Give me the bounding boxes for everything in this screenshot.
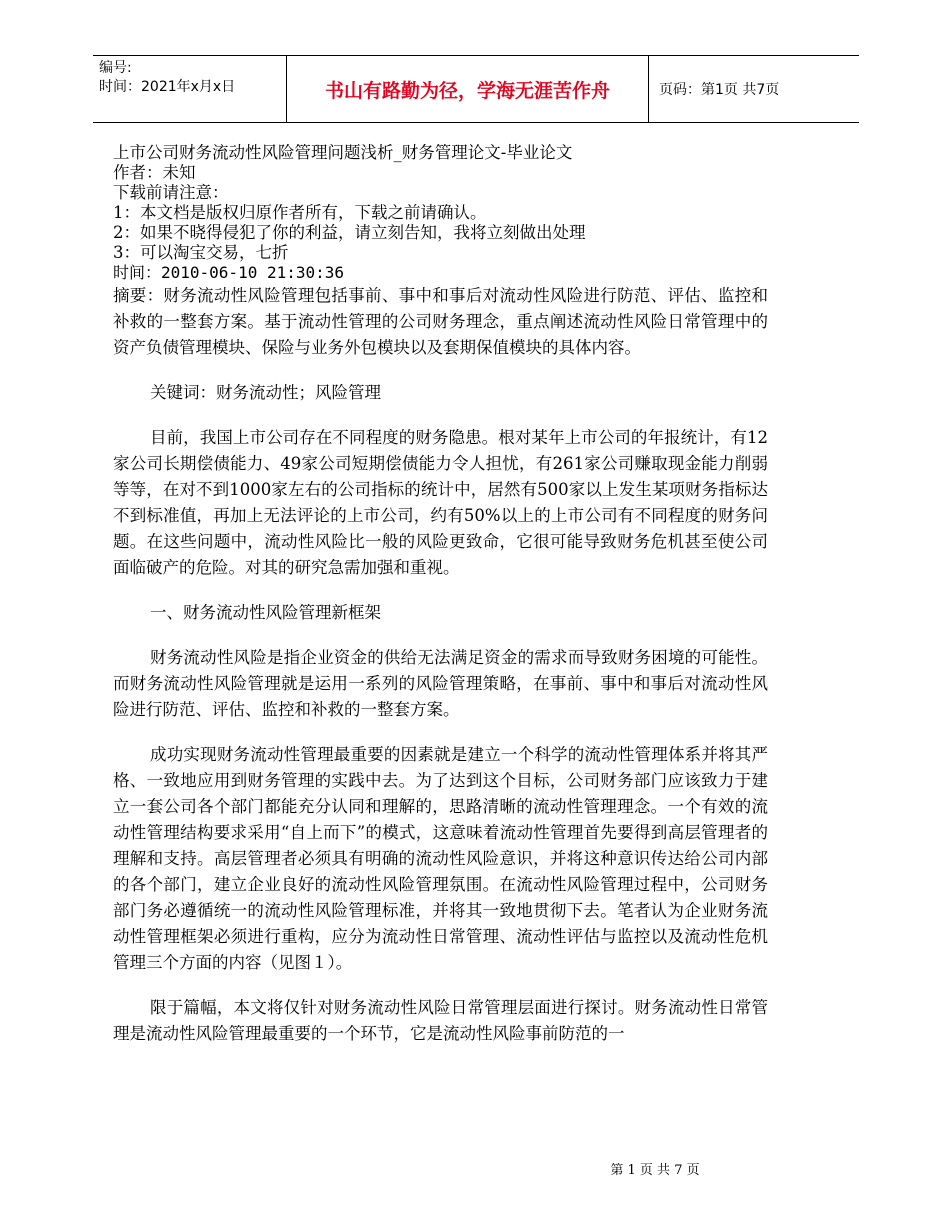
document-body [113,143,768,1047]
document-number-label: 编号: [99,60,132,76]
header-meta [93,56,286,122]
document-title: 上市公司财务流动性风险管理问题浅析_财务管理论文-毕业论文 [113,143,573,162]
paragraph: 财务流动性风险是指企业资金的供给无法满足资金的需求而导致财务困境的可能性。而财务流动性风险管理就是运用一系列的风险管理策略，在事前、事中和事后对流动性风险进行防范、评估、监控和补救的一整套方案。 [113,648,768,719]
paragraph: 限于篇幅，本文将仅针对财务流动性风险日常管理层面进行探讨。财务流动性日常管理是流动性风险管理最重要的一个环节，它是流动性风险事前防范的一 [113,998,768,1043]
document-time: 时间：2010-06-10 21:30:36 [113,263,345,282]
paragraph: 成功实现财务流动性管理最重要的因素就是建立一个科学的流动性管理体系并将其严格、一致地应用到财务管理的实践中去。为了达到这个目标，公司财务部门应该致力于建立一套公司各个部门都能充分认同和理解的，思路清晰的流动性管理理念。一个有效的流动性管理结构要求采用“自上而下”的模式，这意味着流动性管理首先要得到高层管理者的理解和支持。高层管理者必须具有明确的流动性风险意识，并将这种意识传达给公司内部的各个部门，建立企业良好的流动性风险管理氛围。在流动性风险管理过程中，公司财务部门务必遵循统一的流动性风险管理标准，并将其一致地贯彻下去。笔者认为企业财务流动性管理框架必须进行重构，应分为流动性日常管理、流动性评估与监控以及流动性危机管理三个方面的内容（见图１）。 [113,745,768,972]
article-text [113,283,768,1047]
notice-item: 1：本文档是版权归原作者所有，下载之前请确认。 [113,203,487,222]
header-motto: 书山有路勤为径，学海无涯苦作舟 [286,56,649,122]
document-meta [113,143,768,283]
section-heading: 一、财务流动性风险管理新框架 [150,603,381,622]
document-author: 作者：未知 [113,163,196,182]
notice-item: 3：可以淘宝交易，七折 [113,243,289,262]
paragraph: 目前，我国上市公司存在不同程度的财务隐患。根对某年上市公司的年报统计，有12家公司长期偿债能力、49家公司短期偿债能力令人担忧，有261家公司赚取现金能力削弱等等，在对不到1000家左右的公司指标的统计中，居然有500家以上发生某项财务指标达不到标准值，再加上无法评论的上市公司，约有50%以上的上市公司有不同程度的财务问题。在这些问题中，流动性风险比一般的风险更致命，它很可能导致财务危机甚至使公司面临破产的危险。对其的研究急需加强和重视。 [113,428,768,577]
keywords: 关键词：财务流动性；风险管理 [150,383,381,402]
notice-item: 2：如果不晓得侵犯了你的利益，请立刻告知，我将立刻做出处理 [113,223,586,242]
notice-heading: 下载前请注意： [113,183,229,202]
document-time-label: 时间：2021年x月x日 [99,79,236,95]
page-footer [0,1159,950,1178]
page-header [93,55,859,123]
header-page-info: 页码：第1页 共7页 [659,82,780,98]
abstract: 摘要：财务流动性风险管理包括事前、事中和事后对流动性风险进行防范、评估、监控和补救的一整套方案。基于流动性管理的公司财务理念，重点阐述流动性风险日常管理中的资产负债管理模块、保险与业务外包模块以及套期保值模块的具体内容。 [113,286,768,357]
footer-page-number: 第 1 页 共 7 页 [610,1163,700,1178]
